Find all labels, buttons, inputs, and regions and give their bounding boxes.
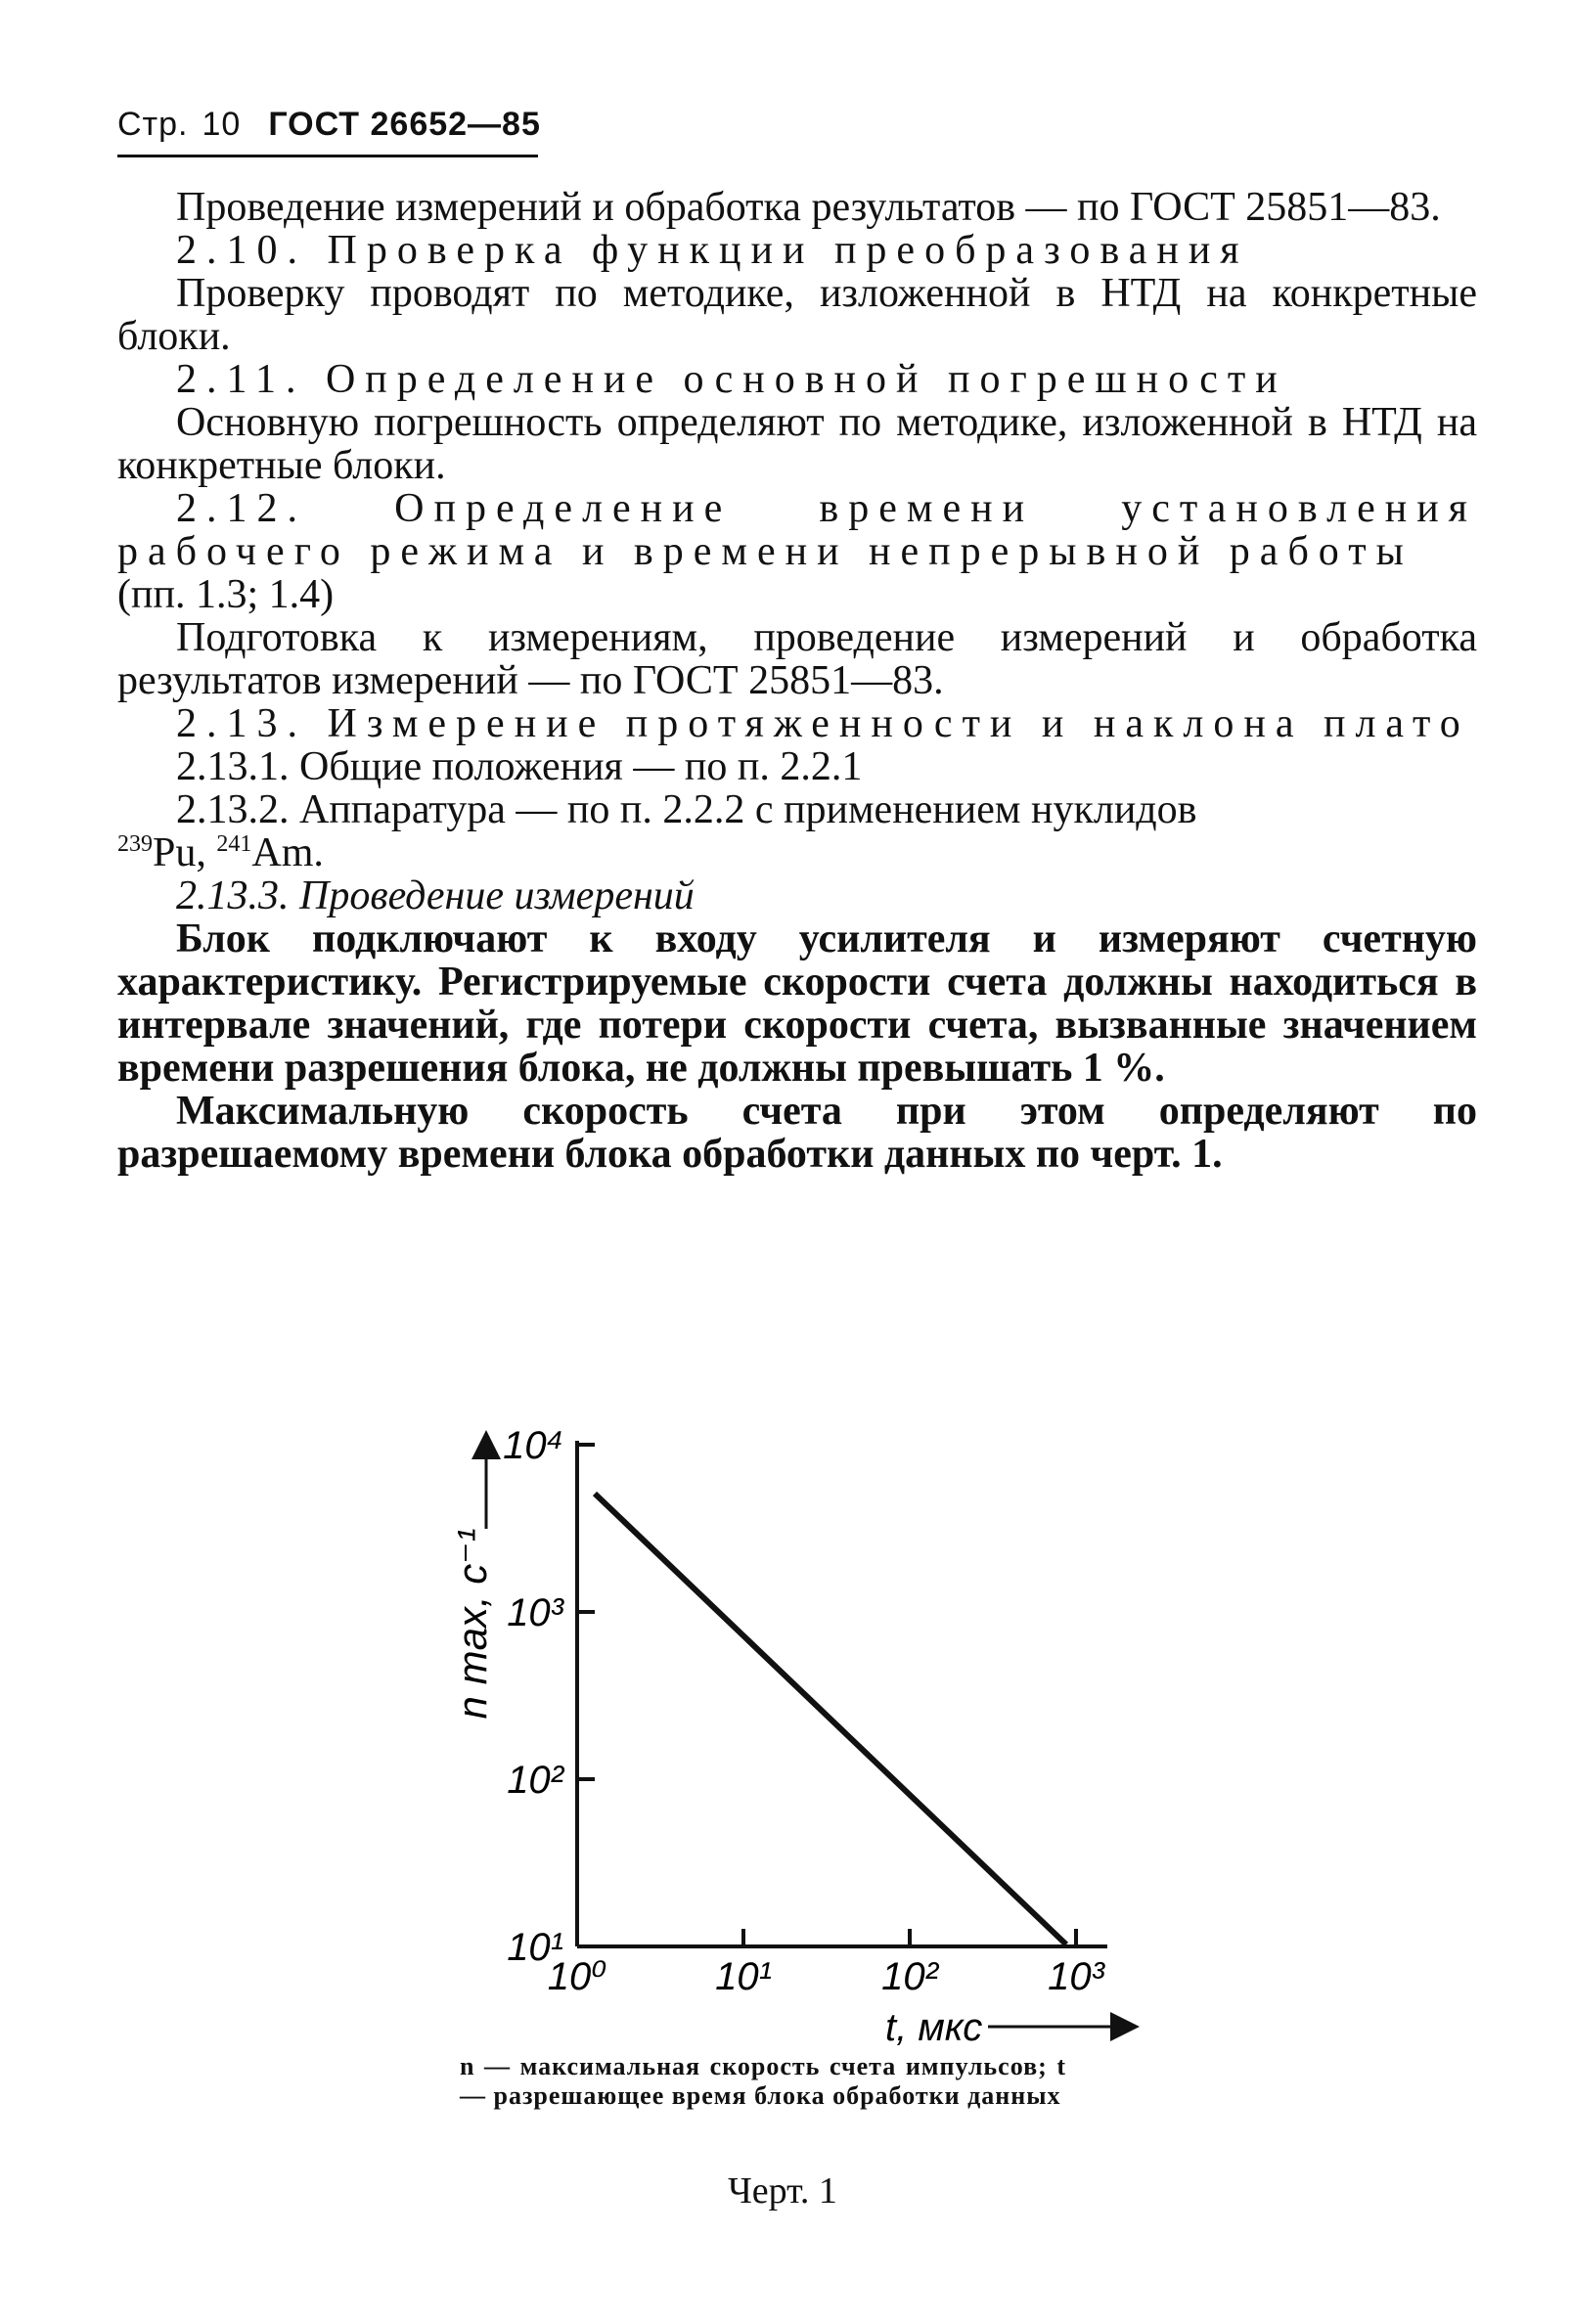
paragraph: Проверку проводят по методике, изложенной в НТД на конкретные блоки.: [117, 271, 1477, 359]
x-ticks: [548, 1929, 1106, 1998]
paragraph-refs: (пп. 1.3; 1.4): [117, 572, 335, 617]
figure-label: Черт. 1: [728, 2170, 837, 2212]
paragraph: Максимальную скорость счета при этом определяют по разрешаемому времени блока обработки данных по черт. 1.: [117, 1089, 1477, 1177]
y-axis-label: n max, с⁻¹: [449, 1528, 495, 1720]
paragraph: Подготовка к измерениям, проведение измерений и обработка результатов измерений — по ГОСТ 25851—83.: [117, 615, 1477, 703]
section-heading: 2.13. Измерение протяженности и наклона плато: [176, 701, 1470, 746]
subsection-title: 2.13.3. Проведение измерений: [176, 873, 695, 918]
x-tick-label: 10³: [1048, 1955, 1104, 1998]
standard-number: ГОСТ 26652—85: [268, 106, 541, 143]
x-tick-label: 10⁰: [547, 1955, 607, 1998]
x-tick-label: 10¹: [715, 1955, 772, 1998]
am-mass-number: 241: [216, 831, 252, 857]
section-heading: 2.10. Проверка функции преобразования: [176, 228, 1249, 273]
y-tick-label: 10¹: [507, 1926, 563, 1969]
section-heading: 2.11. Определение основной погрешности: [176, 357, 1287, 402]
paragraph: Проведение измерений и обработка результатов — по ГОСТ 25851—83.: [176, 185, 1441, 230]
x-axis-label: t, мкс: [885, 2006, 983, 2049]
y-tick-label: 10³: [507, 1591, 563, 1634]
pu-symbol: Pu,: [153, 830, 206, 875]
pu-mass-number: 239: [117, 831, 153, 857]
subsection: 2.13.1. Общие положения — по п. 2.2.1: [176, 744, 863, 789]
y-ticks: [503, 1424, 595, 1969]
figure-caption: n — максимальная скорость счета импульсов; t — разрешающее время блока обработки данных: [460, 2052, 1066, 2110]
paragraph: Основную погрешность определяют по методике, изложенной в НТД на конкретные блоки.: [117, 400, 1477, 488]
section-heading: 2.12. Определение времени установления рабочего режима и времени непрерывной работы: [117, 486, 1477, 574]
y-tick-label: 10²: [507, 1759, 563, 1802]
page-number: 10: [202, 106, 242, 143]
am-symbol: Am.: [251, 830, 324, 875]
page-label: Стр.: [117, 106, 189, 143]
subsection: 2.13.2. Аппаратура — по п. 2.2.2 с применением нуклидов: [176, 787, 1197, 832]
paragraph: Блок подключают к входу усилителя и измеряют счетную характеристику. Регистрируемые скорости счета должны находиться в интервале значений, где потери скорости счета, вызванные значением времени разрешения блока, не должны превышать 1 %.: [117, 916, 1477, 1091]
y-tick-label: 10⁴: [503, 1424, 563, 1467]
x-tick-label: 10²: [881, 1955, 938, 1998]
series-line: [595, 1494, 1066, 1944]
